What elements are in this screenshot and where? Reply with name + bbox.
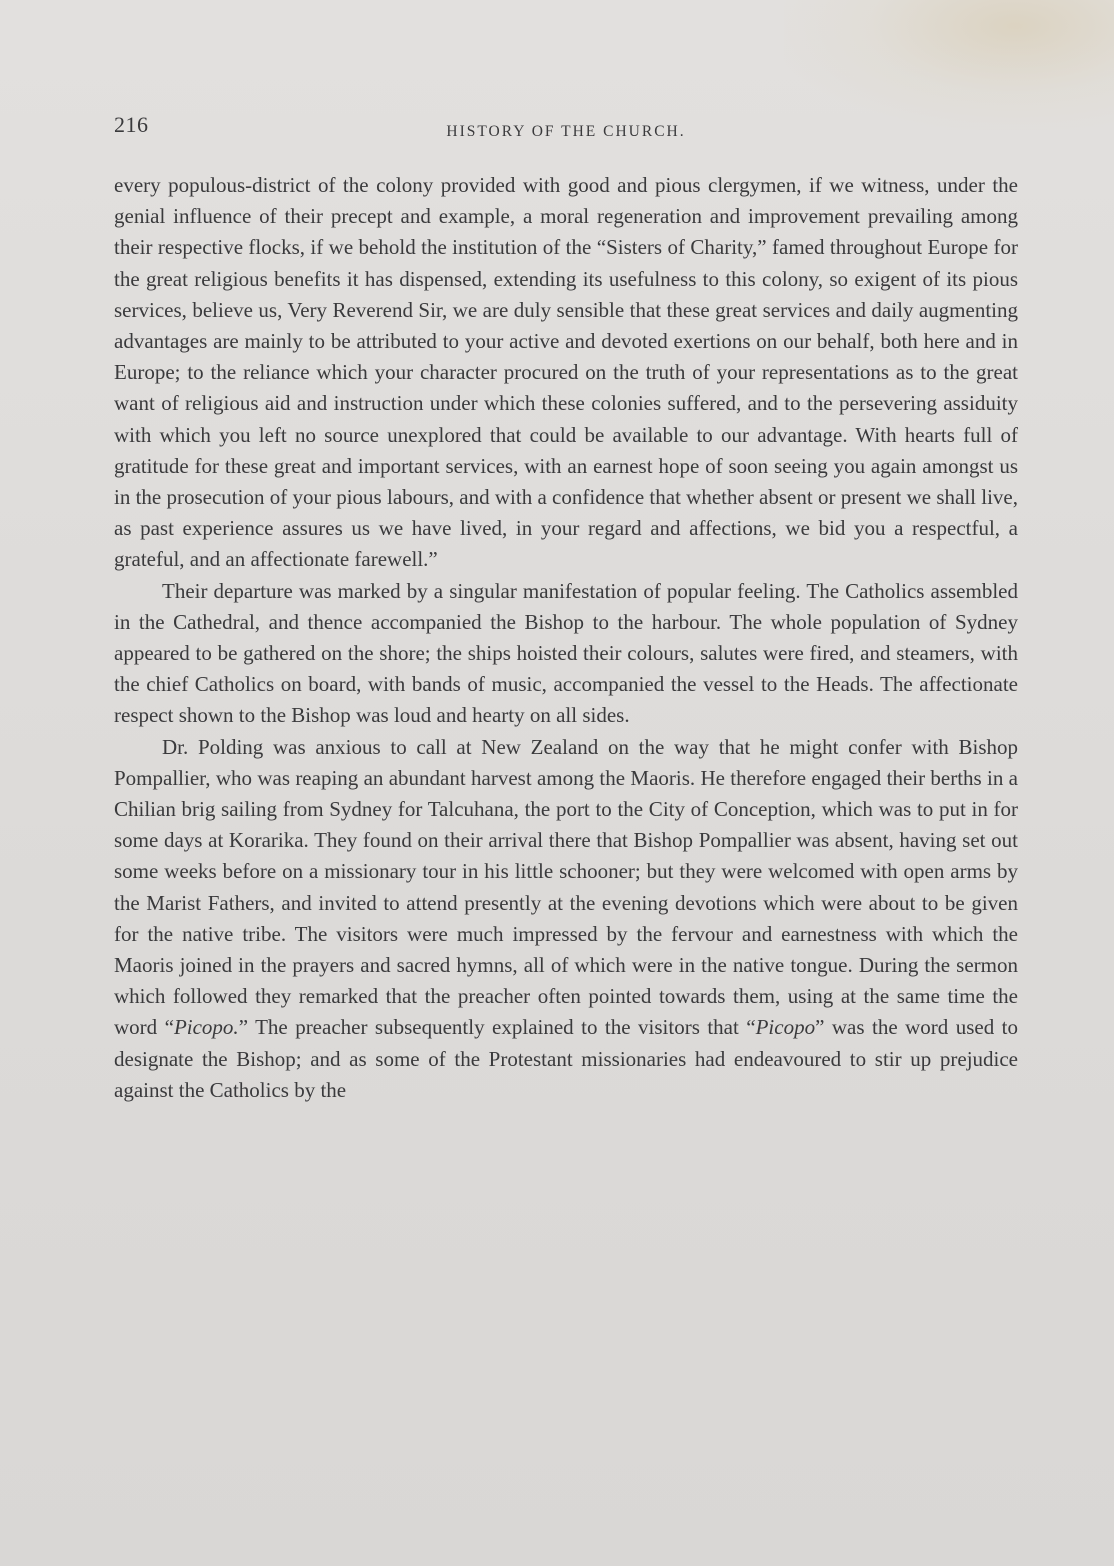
paper-stain (784, 0, 1114, 130)
text-run: Their departure was marked by a singular manifestation of popular feeling. The Catholics assembled in the Cathedral, and thence accompanied the Bishop to the harbour. The whole population of Sydney appeared to be gathered on the shore; the ships hoisted their colours, salutes were fired, and steamers, with the chief Catholics on board, with bands of music, accompanied the vessel to the Heads. The affectionate respect shown to the Bishop was loud and hearty on all sides. (114, 578, 1018, 728)
text-run: Dr. Polding was anxious to call at New Zealand on the way that he might confer with Bishop Pompallier, who was reaping an abundant harvest among the Maoris. He therefore engaged their berths in a Chilian brig sailing from Sydney for Talcuhana, the port to the City of Conception, which was to put in for some days at Korarika. They found on their arrival there that Bishop Pompallier was absent, having set out some weeks before on a missionary tour in his little schooner; but they were welcomed with open arms by the Marist Fathers, and invited to attend presently at the evening devotions which were about to be given for the native tribe. The visitors were much impressed by the fervour and earnestness with which the Maoris joined in the prayers and sacred hymns, all of which were in the native tongue. During the sermon which followed they remarked that the preacher often pointed towards them, using at the same time the word “ (114, 734, 1018, 1040)
paragraph (114, 732, 1018, 1106)
italic-text: Picopo. (173, 1015, 239, 1040)
page-number: 216 (114, 112, 149, 137)
text-run: ” was the word used to designate the Bishop; and as some of the Protestant missionaries had endeavoured to stir up prejudice against the Catholics by the (114, 1015, 1019, 1102)
body-text (114, 170, 1018, 1106)
text-run: every populous-district of the colony provided with good and pious clergymen, if we witness, under the genial influence of their precept and example, a moral regeneration and improvement prevailing among their respective flocks, if we behold the institution of the “Sisters of Charity,” famed throughout Europe for the great religious benefits it has dispensed, extending its usefulness to this colony, so exigent of its pious services, believe us, Very Reverend Sir, we are duly sensible that these great services and daily augmenting advantages are mainly to be attributed to your active and devoted exertions on our behalf, both here and in Europe; to the reliance which your character procured on the truth of your representations as to the great want of religious aid and instruction under which these colonies suffered, and to the persevering assiduity with which you left no source unexplored that could be available to our advantage. With hearts full of gratitude for these great and important services, with an earnest hope of soon seeing you again amongst us in the prosecution of your pious labours, and with a confidence that whether absent or present we shall live, as past experience assures us we have lived, in your regard and affections, we bid you a respectful, a grateful, and an affectionate farewell.” (114, 173, 1018, 572)
paragraph (114, 170, 1018, 576)
text-run: ” The preacher subsequently explained to the visitors that “ (238, 1015, 756, 1040)
paragraph (114, 576, 1018, 732)
page-header (114, 112, 1018, 142)
running-head: HISTORY OF THE CHURCH. (446, 123, 686, 140)
italic-text: Picopo (755, 1015, 816, 1040)
